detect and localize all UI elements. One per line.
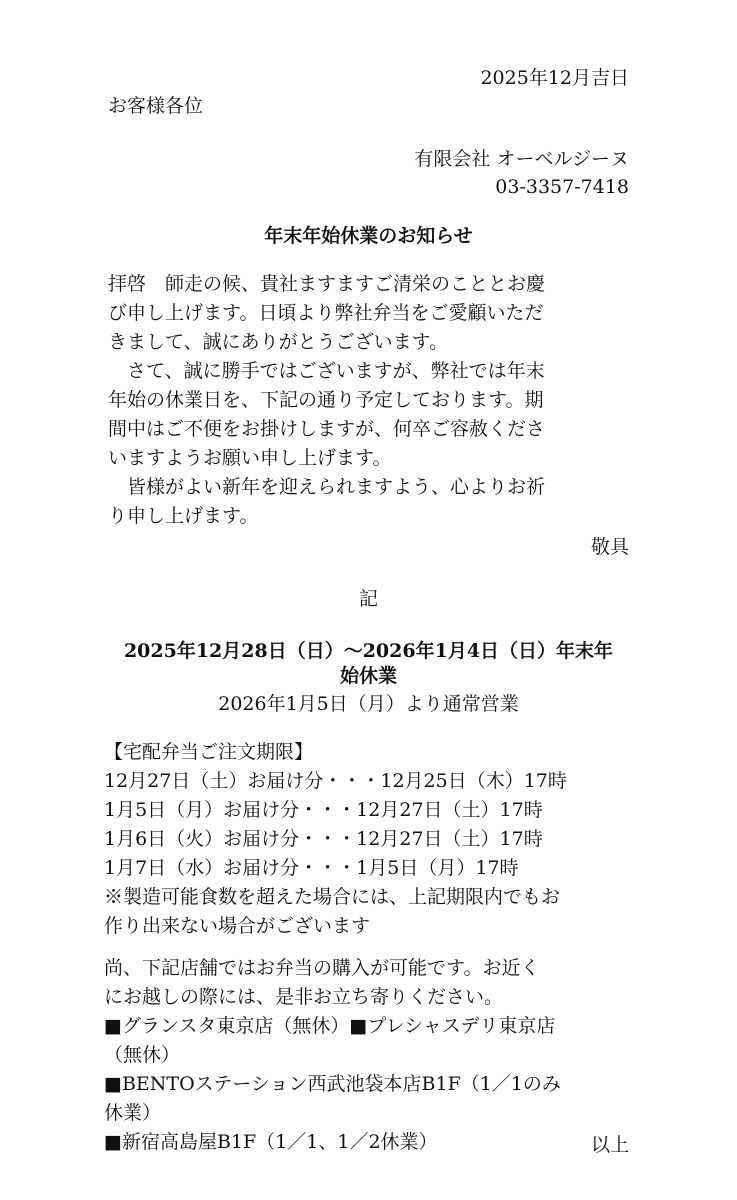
company-phone: 03-3357-7418 <box>495 176 629 198</box>
store-item: 休業） <box>104 1102 162 1124</box>
body-line: さて、誠に勝手ではございますが、弊社では年末 <box>108 360 545 382</box>
document-title: 年末年始休業のお知らせ <box>264 225 473 247</box>
ki-heading: 記 <box>358 588 378 610</box>
body-line: 拝啓 師走の候、貴社ますますご清栄のこととお慶 <box>108 273 546 295</box>
holiday-period: 2025年12月28日（日）～2026年1月4日（日）年末年 <box>123 640 614 662</box>
deadline-note: 作り出来ない場合がございます <box>104 915 371 937</box>
store-item: （無休） <box>104 1044 181 1066</box>
deadline-row: 1月5日（月）お届け分・・・12月27日（土）17時 <box>104 799 543 821</box>
deadline-section <box>104 738 634 941</box>
deadline-row: 1月7日（水）お届け分・・・1月5日（月）17時 <box>104 857 519 879</box>
body-line: いますようお願い申し上げます。 <box>108 447 392 469</box>
document-date: 2025年12月吉日 <box>480 67 629 89</box>
body-line: り申し上げます。 <box>108 505 259 527</box>
company-name: 有限会社 オーベルジーヌ <box>414 148 629 170</box>
resume-date: 2026年1月5日（月）より通常営業 <box>218 693 519 715</box>
body-line: きまして、誠にありがとうございます。 <box>108 331 449 353</box>
deadline-row: 1月6日（火）お届け分・・・12月27日（土）17時 <box>104 828 543 850</box>
closing-ijou: 以上 <box>590 1134 629 1156</box>
store-item: ■グランスタ東京店（無休）■プレシャスデリ東京店 <box>104 1015 556 1037</box>
body-paragraphs <box>108 270 632 531</box>
stores-section <box>104 954 634 1157</box>
stores-intro: 尚、下記店舗ではお弁当の購入が可能です。お近く <box>104 957 540 979</box>
closing-keigu: 敬具 <box>590 536 629 558</box>
stores-intro: にお越しの際には、是非お立ち寄りください。 <box>104 986 504 1008</box>
body-line: び申し上げます。日頃より弊社弁当をご愛顧いただ <box>108 302 544 324</box>
store-item: ■新宿高島屋B1F（1／1、1／2休業） <box>104 1131 438 1153</box>
deadline-row: 12月27日（土）お届け分・・・12月25日（木）17時 <box>104 770 567 792</box>
recipient: お客様各位 <box>108 95 204 117</box>
body-line: 間中はご不便をお掛けしますが、何卒ご容赦くださ <box>108 418 546 440</box>
store-item: ■BENTOステーション西武池袋本店B1F（1／1のみ <box>104 1073 561 1095</box>
holiday-period-cont: 始休業 <box>339 665 397 687</box>
body-line: 皆様がよい新年を迎えられますよう、心よりお祈 <box>108 476 546 498</box>
deadline-note: ※製造可能食数を超えた場合には、上記期限内でもお <box>104 886 561 908</box>
body-line: 年始の休業日を、下記の通り予定しております。期 <box>108 389 544 411</box>
deadline-heading: 【宅配弁当ご注文期限】 <box>104 741 314 763</box>
